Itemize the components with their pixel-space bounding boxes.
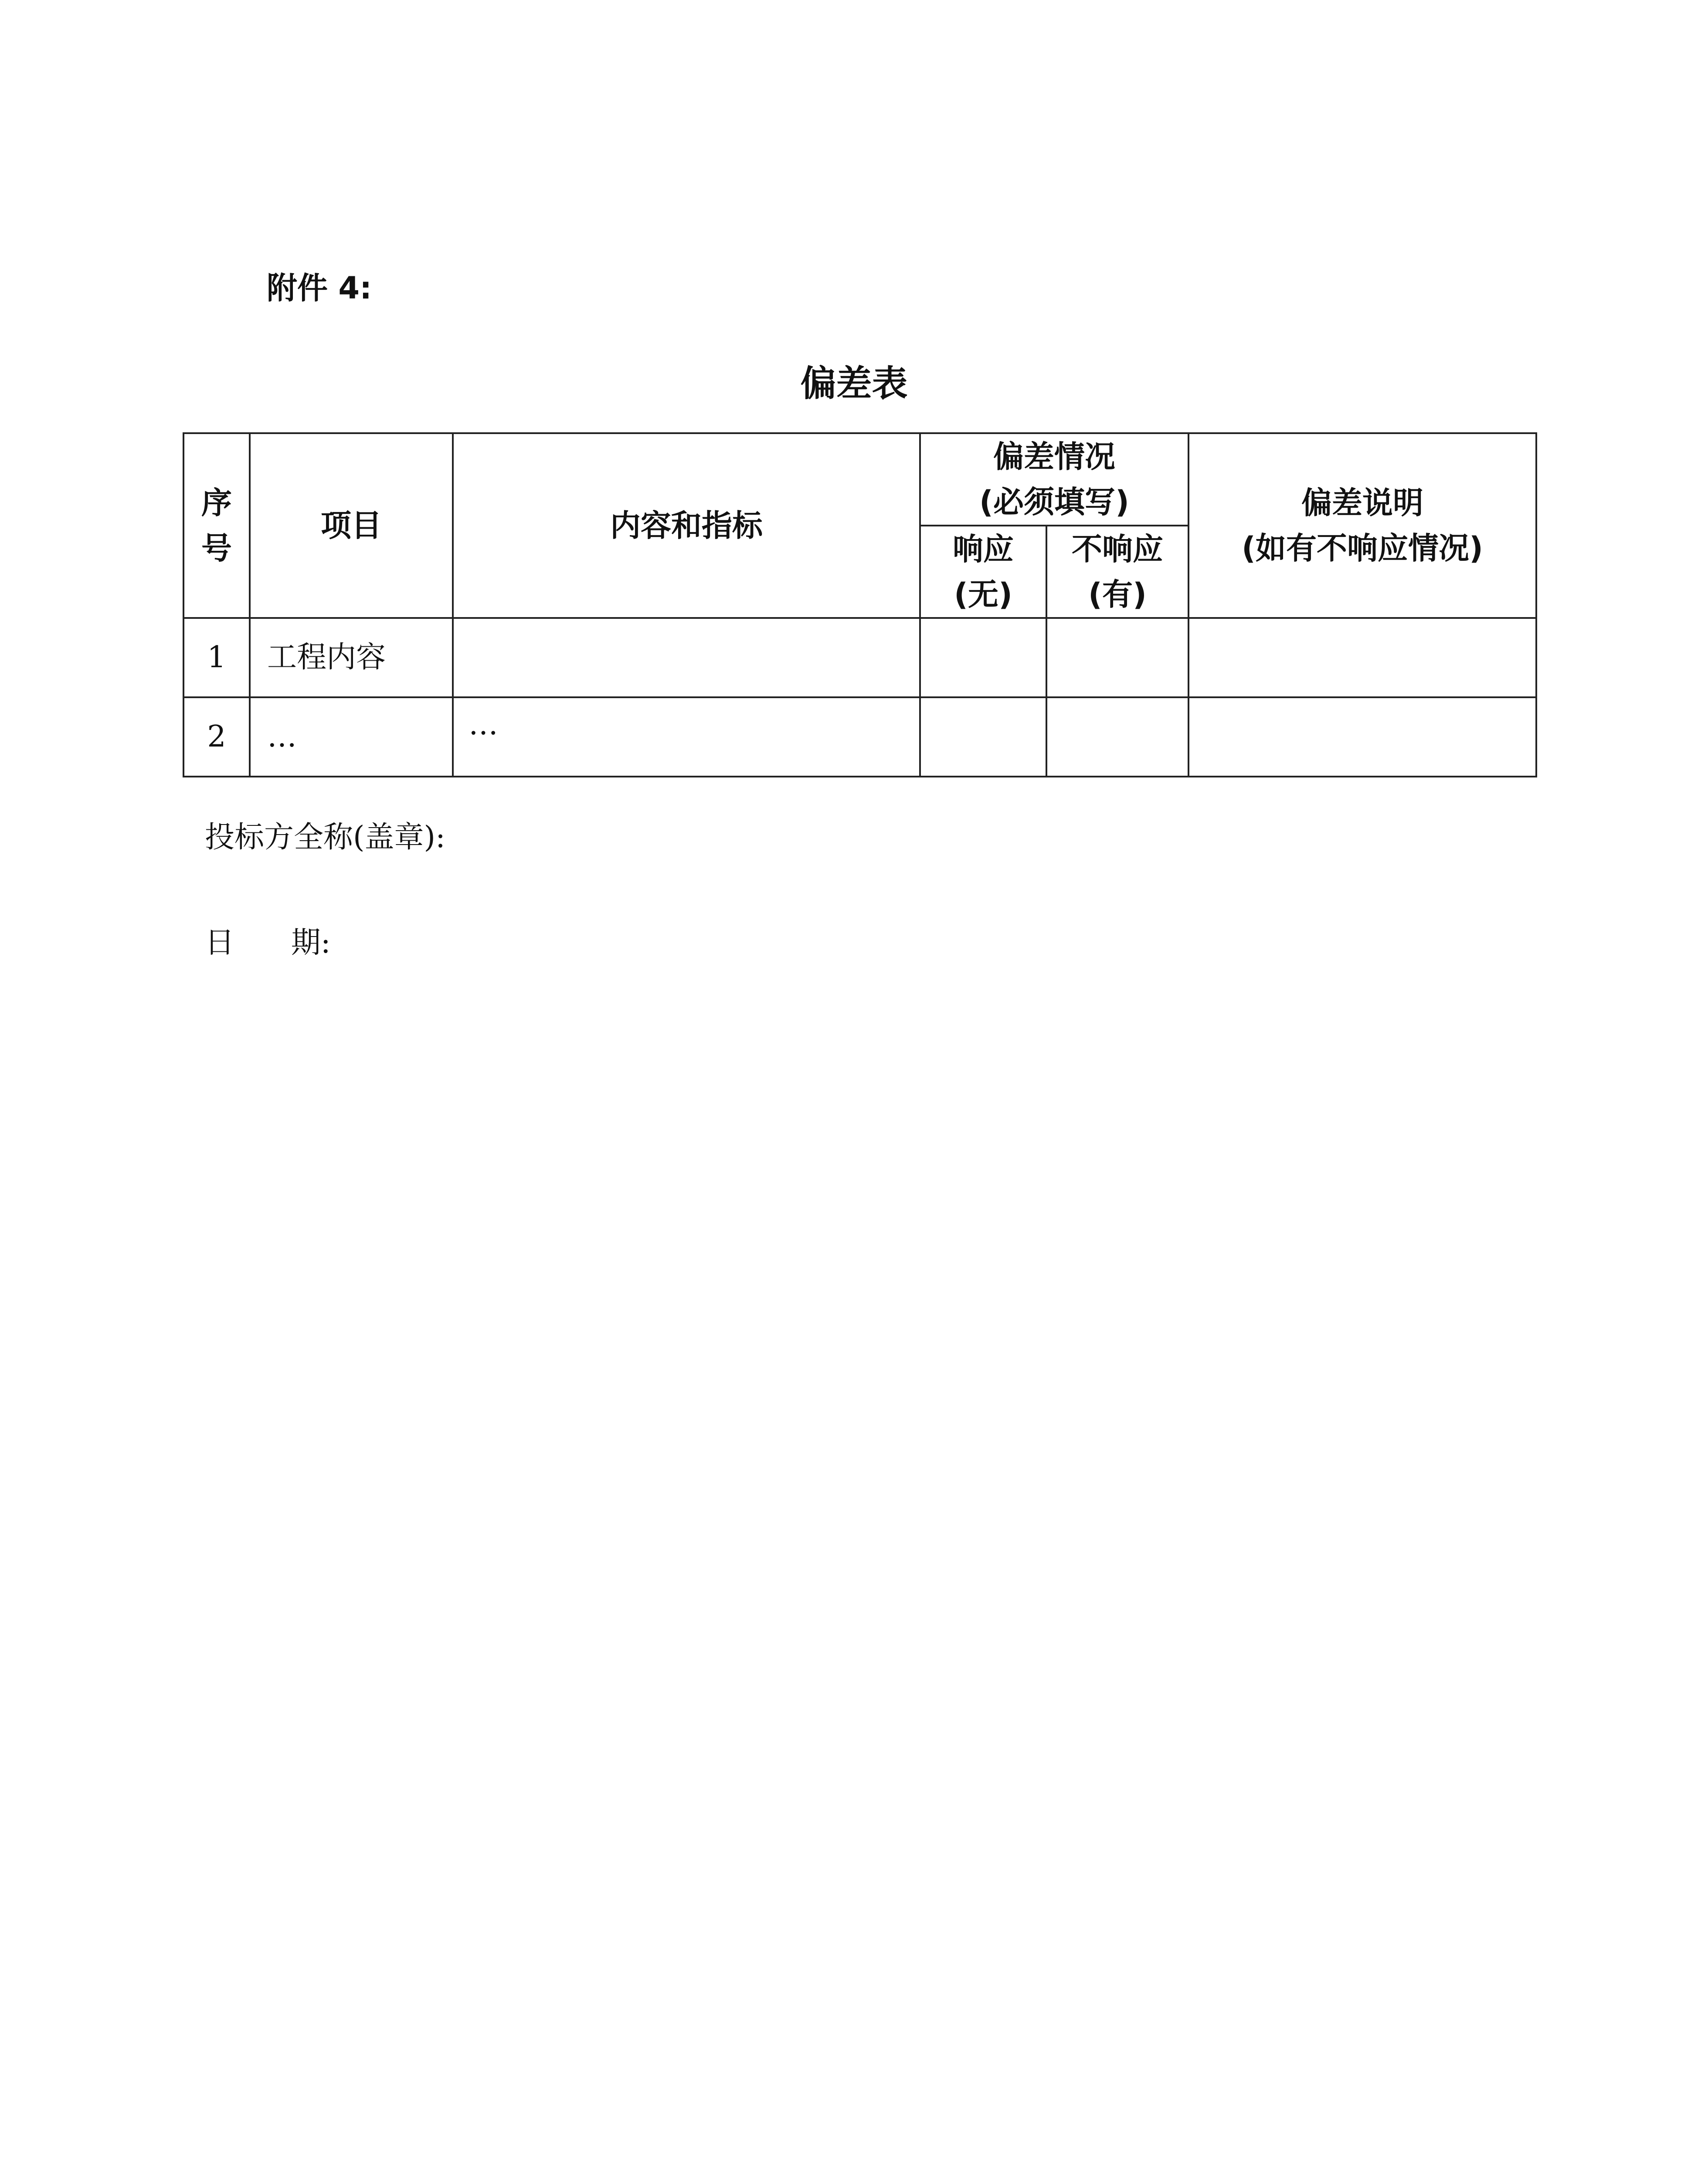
header-item: 项目	[250, 433, 453, 618]
cell-content: …	[453, 697, 920, 777]
bidder-name-label: 投标方全称(盖章):	[205, 820, 445, 855]
attachment-label: 附件 4:	[267, 270, 372, 306]
cell-respond	[920, 618, 1046, 697]
cell-explanation	[1188, 618, 1536, 697]
cell-seq: 2	[183, 697, 250, 777]
document-title: 偏差表	[800, 363, 908, 404]
cell-content	[453, 618, 920, 697]
date-label: 日 期:	[205, 926, 331, 960]
table-row	[183, 697, 1536, 777]
header-row-1	[183, 433, 1536, 526]
cell-respond	[920, 697, 1046, 777]
header-seq: 序 号	[183, 433, 250, 618]
cell-explanation	[1188, 697, 1536, 777]
header-not-respond: 不响应 (有)	[1046, 526, 1188, 618]
header-deviation-status: 偏差情况 (必须填写)	[920, 433, 1188, 526]
table-row	[183, 618, 1536, 697]
cell-seq: 1	[183, 618, 250, 697]
cell-not-respond	[1046, 697, 1188, 777]
deviation-table	[183, 432, 1537, 777]
cell-item: 工程内容	[250, 618, 453, 697]
cell-not-respond	[1046, 618, 1188, 697]
header-explanation: 偏差说明 (如有不响应情况)	[1188, 433, 1536, 618]
header-respond: 响应 (无)	[920, 526, 1046, 618]
cell-item: …	[250, 697, 453, 777]
header-content: 内容和指标	[453, 433, 920, 618]
